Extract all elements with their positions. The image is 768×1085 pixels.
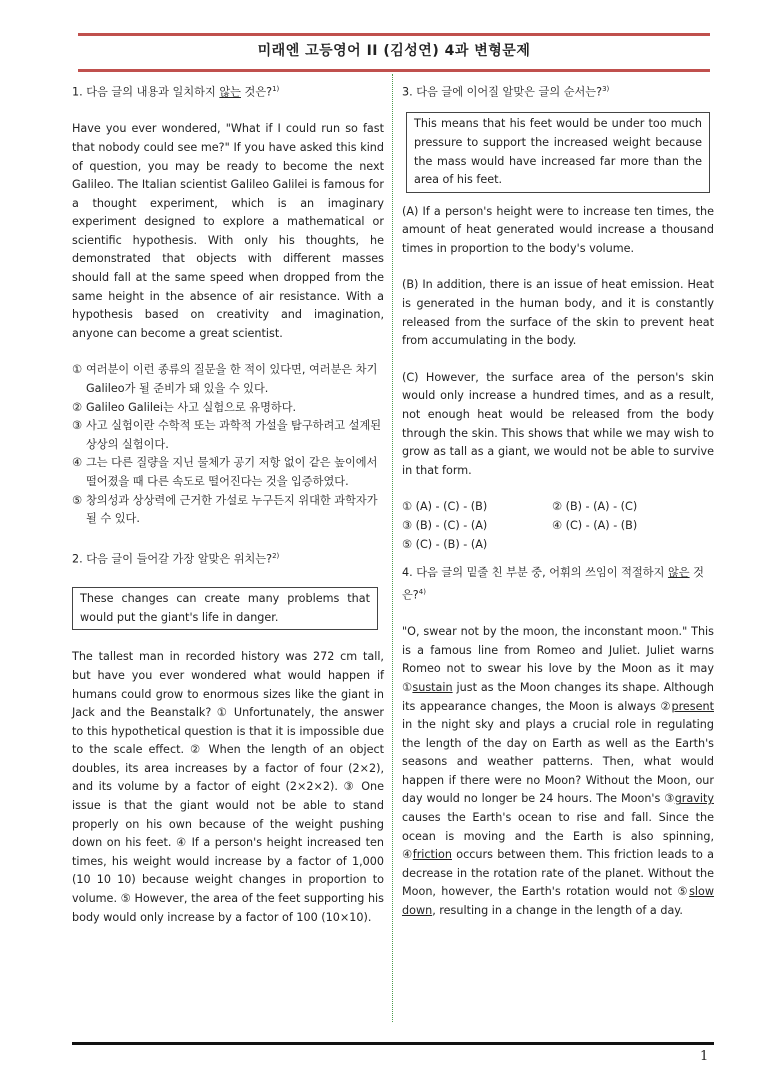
column-divider <box>392 74 393 1022</box>
q3-given-box: This means that his feet would be under too much pressure to support the increased weight because the mass would have increased far more than the area of his feet. <box>406 112 710 192</box>
left-column <box>72 80 384 927</box>
q4-underlined-4: friction <box>412 848 452 862</box>
q3-paragraph-a: (A) If a person's height were to increase ten times, the amount of heat generated would increase a thousand times in proportion to the body's volume. <box>402 204 714 255</box>
q4-prompt: 4. 다음 글의 밑줄 친 부분 중, 어휘의 쓰임이 적절하지 않은 것은?$^{4)}$ <box>402 566 704 602</box>
q3-option-5: ⑤ (C) - (B) - (A) <box>402 537 488 551</box>
q1-passage: Have you ever wondered, "What if I could run so fast that nobody could see me?" If you have asked this kind of question, you may be ready to become the next Galileo. The Italian scientist Galileo Galilei is famous for a thought experiment, which is an imaginary experiment designed to explore a mathematical or scientific hypothesis. With only his thoughts, he demonstrated that objects with different masses should fall at the same speed when dropped from the same height in the absence of air resistance. With a hypothesis based on creativity and imagination, anyone can become a great scientist. <box>72 122 384 340</box>
q3-option-4: ④ (C) - (A) - (B) <box>552 519 638 533</box>
q3-option-1: ① (A) - (C) - (B) <box>402 500 488 514</box>
q4-underlined-5: slow down <box>402 885 715 918</box>
q2-prompt: 2. 다음 글이 들어갈 가장 알맞은 위치는?$^{2)}$ <box>72 551 280 566</box>
page-number: 1 <box>700 1049 709 1064</box>
q1-option-5: ⑤ 창의성과 상상력에 근거한 가설로 누구든지 위대한 과학자가 될 수 있다. <box>72 493 378 526</box>
q3-prompt: 3. 다음 글에 이어질 알맞은 글의 순서는?$^{3)}$ <box>402 85 610 99</box>
q3-paragraph-b: (B) In addition, there is an issue of heat emission. Heat is generated in the human body, and it is constantly released from the surface of the skin to prevent heat from accumulating in the body. <box>402 278 714 348</box>
q1-prompt: 1. 다음 글의 내용과 일치하지 않는 것은?$^{1)}$ <box>72 85 280 99</box>
q1-options <box>72 361 384 528</box>
q3-options <box>402 498 714 554</box>
right-column <box>402 80 714 921</box>
q2-passage: The tallest man in recorded history was 272 cm tall, but have you ever wondered what would happen if humans could grow to enormous sizes like the giant in Jack and the Beanstalk? ① Unfortunately, the answer to this hypothetical question is that it is impossible due to the scale effect. ② When the length of an object doubles, its area increases by a factor of four (2×2), and its volume by a factor of eight (2×2×2). ③ One issue is that the giant would not be able to stand properly on his own because of the weight pushing down on his feet. ④ If a person's height increased ten times, his weight would increase by a factor of 1,000 (10 10 10) because weight changes in proportion to volume. ⑤ However, the area of the feet supporting his body would only increase by a factor of 100 (10×10). <box>72 650 384 924</box>
q3-option-2: ② (B) - (A) - (C) <box>552 500 638 514</box>
q1-option-4: ④ 그는 다른 질량을 지닌 물체가 공기 저항 없이 같은 높이에서 떨어졌을 때 다른 속도로 떨어진다는 것을 입증하였다. <box>72 456 378 489</box>
q4-underlined-3: gravity <box>674 792 714 806</box>
q4-passage: "O, swear not by the moon, the inconstant moon." This is a famous line from Romeo and Juliet. Juliet warns Romeo not to swear his love by the Moon as it may ①sustain just as the Moon changes its shape. Although its appearance changes, the Moon is always ②present in the night sky and plays a crucial role in regulating the length of the day on Earth as well as the Earth's seasons and weather patterns. Then, what would happen if there were no Moon? Without the Moon, our day would no longer be 24 hours. The Moon's ③gravity causes the Earth's ocean to rise and fall. Since the ocean is moving and the Earth is also spinning, ④friction occurs between them. This friction leads to a decrease in the rotation rate of the planet. Without the Moon, however, the Earth's rotation would not ⑤slow down, resulting in a change in the length of a day. <box>402 625 715 918</box>
header-bottom-rule <box>78 69 710 72</box>
header-top-rule <box>78 33 710 36</box>
q1-option-3: ③ 사고 실험이란 수학적 또는 과학적 가설을 탐구하려고 설계된 상상의 실험이다. <box>72 419 382 451</box>
q3-paragraph-c: (C) However, the surface area of the person's skin would only increase a hundred times, and as a result, not enough heat would be released from the body through the skin. This shows that while we may wish to grow as tall as a giant, we would not be able to survive in that form. <box>402 370 714 477</box>
q3-option-3: ③ (B) - (C) - (A) <box>402 519 488 533</box>
page-title: 미래엔 고등영어 II (김성연) 4과 변형문제 <box>257 43 531 59</box>
q1-option-1: ① 여러분이 이런 종류의 질문을 한 적이 있다면, 여러분은 차기 Galileo가 될 준비가 돼 있을 수 있다. <box>72 363 378 396</box>
q4-underlined-2: present <box>671 699 714 713</box>
q2-insert-box: These changes can create many problems that would put the giant's life in danger. <box>72 587 378 630</box>
q4-underlined-1: sustain <box>412 680 453 694</box>
footer-rule <box>72 1042 714 1045</box>
q1-option-2: ② Galileo Galilei는 사고 실험으로 유명하다. <box>72 400 297 414</box>
